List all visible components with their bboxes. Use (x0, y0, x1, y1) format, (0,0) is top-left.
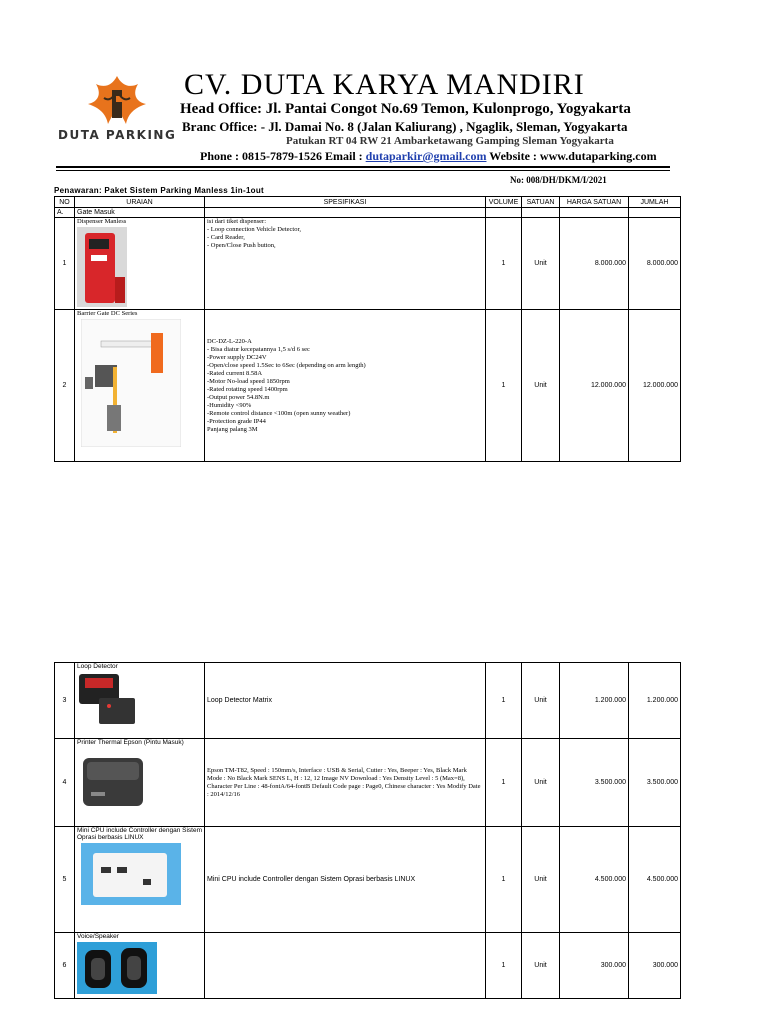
header-no: NO (55, 197, 75, 208)
row-volume: 1 (486, 739, 522, 827)
letterhead (56, 68, 670, 172)
row-item (75, 739, 205, 827)
row-total: 300.000 (629, 933, 681, 999)
duta-parking-logo-icon (82, 72, 152, 128)
table-header-row (55, 197, 681, 208)
header-spesifikasi: SPESIFIKASI (205, 197, 486, 208)
row-spec (205, 933, 486, 999)
website-text: Website : www.dutaparking.com (486, 149, 657, 163)
phone-text: Phone : 0815-7879-1526 Email : (200, 149, 366, 163)
header-uraian: URAIAN (75, 197, 205, 208)
company-name: CV. DUTA KARYA MANDIRI (184, 68, 585, 101)
header-volume: VOLUME (486, 197, 522, 208)
row-item (75, 933, 205, 999)
row-no: 5 (55, 827, 75, 933)
row-unit: Unit (522, 663, 560, 739)
section-title: Gate Masuk (75, 208, 205, 218)
item-title: Barrier Gate DC Series (77, 310, 138, 317)
row-price: 300.000 (560, 933, 629, 999)
row-item (75, 827, 205, 933)
row-unit: Unit (522, 739, 560, 827)
barrier-gate-image (81, 319, 181, 447)
row-unit: Unit (522, 827, 560, 933)
company-logo (56, 72, 186, 152)
letterhead-rule-thin (56, 170, 670, 171)
row-volume: 1 (486, 933, 522, 999)
letterhead-rule (56, 166, 670, 168)
row-total: 12.000.000 (629, 310, 681, 462)
header-jumlah: JUMLAH (629, 197, 681, 208)
section-code: A. (55, 208, 75, 218)
row-spec: Mini CPU include Controller dengan Sistem Oprasi berbasis LINUX (205, 827, 486, 933)
row-no: 3 (55, 663, 75, 739)
row-price: 8.000.000 (560, 218, 629, 310)
offer-title: Penawaran: Paket Sistem Parking Manless 1in-1out (54, 186, 265, 195)
row-price: 12.000.000 (560, 310, 629, 462)
item-title: Printer Thermal Epson (Pintu Masuk) (77, 739, 184, 746)
quotation-table (54, 196, 681, 462)
item-title: Voice/Speaker (77, 933, 119, 940)
row-price: 3.500.000 (560, 739, 629, 827)
row-item (75, 310, 205, 462)
header-harga-satuan: HARGA SATUAN (560, 197, 629, 208)
row-unit: Unit (522, 933, 560, 999)
table-row (55, 827, 681, 933)
row-price: 4.500.000 (560, 827, 629, 933)
row-volume: 1 (486, 218, 522, 310)
row-volume: 1 (486, 827, 522, 933)
row-unit: Unit (522, 218, 560, 310)
email-link[interactable]: dutaparkir@gmail.com (365, 149, 487, 163)
row-volume: 1 (486, 310, 522, 462)
header-satuan: SATUAN (522, 197, 560, 208)
row-price: 1.200.000 (560, 663, 629, 739)
row-no: 2 (55, 310, 75, 462)
quotation-table-continued (54, 662, 681, 999)
head-office-address: Head Office: Jl. Pantai Congot No.69 Temon, Kulonprogo, Yogyakarta (180, 101, 631, 117)
branch-office-address: Branc Office: - Jl. Damai No. 8 (Jalan Kaliurang) , Ngaglik, Sleman, Yogyakarta (182, 119, 628, 134)
row-no: 1 (55, 218, 75, 310)
row-total: 8.000.000 (629, 218, 681, 310)
row-item (75, 663, 205, 739)
section-row (55, 208, 681, 218)
row-no: 4 (55, 739, 75, 827)
row-volume: 1 (486, 663, 522, 739)
table-row (55, 218, 681, 310)
row-unit: Unit (522, 310, 560, 462)
speaker-image (77, 942, 157, 994)
item-title: Mini CPU include Controller dengan Sistem Oprasi berbasis LINUX (77, 827, 203, 841)
brand-name: DUTA PARKING (58, 128, 177, 142)
table-row (55, 310, 681, 462)
row-spec: Epson TM-T82, Speed : 150mm/s, Interface : USB & Serial, Cutter : Yes, Beeper : Yes, Black Mark Mode : No Black Mark SENS L, H : 12, 12 Image NV Download : Yes Density Level : 5 (Max=8), Character Per Line : 48-fontA/64-fontB Default Code page : Page0, Chinese character : Yes Modify Date : 2014/12/16 (205, 739, 486, 827)
row-total: 1.200.000 (629, 663, 681, 739)
row-spec: isi dari tiket dispenser: - Loop connection Vehicle Detector, - Card Reader, - Open/Close Push button, (205, 218, 486, 310)
table-row (55, 739, 681, 827)
item-title: Loop Detector (77, 663, 118, 670)
table-row (55, 663, 681, 739)
document-number: No: 008/DH/DKM/I/2021 (510, 175, 607, 185)
row-total: 3.500.000 (629, 739, 681, 827)
contact-line (200, 149, 657, 164)
item-title: Dispenser Manless (77, 218, 127, 225)
row-spec: DC-DZ-L-220-A - Bisa diatur kecepatannya 1,5 s/d 6 sec -Power supply DC24V -Open/close speed 1.5Sec to 6Sec (depending on arm length) -Rated current 8.58A -Motor No-load speed 1850rpm -Rated rotating speed 1400rpm -Output power 54.8N.m -Humidity <90% -Remote control distance <100m (open sunny weather) -Protection grade IP44 Panjang palang 3M (205, 310, 486, 462)
row-no: 6 (55, 933, 75, 999)
row-item (75, 218, 205, 310)
branch-office-address-2: Patukan RT 04 RW 21 Ambarketawang Gamping Sleman Yogyakarta (286, 135, 614, 147)
thermal-printer-image (77, 748, 149, 812)
row-total: 4.500.000 (629, 827, 681, 933)
loop-detector-image (77, 672, 139, 728)
dispenser-image (77, 227, 127, 307)
row-spec: Loop Detector Matrix (205, 663, 486, 739)
table-row (55, 933, 681, 999)
mini-cpu-image (81, 843, 181, 905)
